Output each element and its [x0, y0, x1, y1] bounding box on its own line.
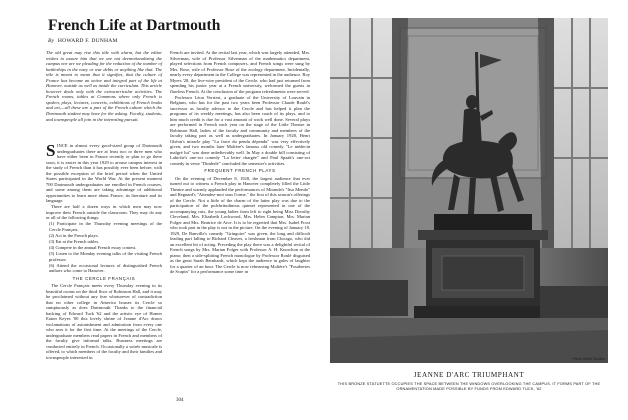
paragraph: French are invited. At the recital last year, which was largely attended, Mrs. Silverman, wife of Professor Silverman of the mathematics department, played selections from French composers, and French songs were sung by Mrs. Rose, wife of Professor Rose of the zoology department. Incidentally, nearly every department in the College was represented in the audience. Roy Myers '28, the live-wire president of the Cercle, who had just returned from spending his junior year at a French university, welcomed the guests in flawless French. At the conclusion of the program refreshments were served. [170, 50, 310, 94]
section-heading: FREQUENT FRENCH PLAYS [204, 168, 276, 174]
text-column-2 [170, 50, 310, 275]
caption-body: THIS BRONZE STATUETTE OCCUPIES THE SPACE BETWEEN THE WINDOWS OVERLOOKING THE CAMPUS. IT FORMS PART OF THE ORNAMENTATION MADE POSSIBLE BY FUNDS FROM EDWARD TUCK, '62 [337, 381, 601, 392]
paragraph: On the evening of December 8, 1928, the largest audience that ever turned out to witness a French play in Hanover completely filled the Little Theatre and warmly applauded the performances of Miranda's "Itsa Mendo" and Regnard's "Attendez-moi sous l'orme," the first of this season's offerings of the Cercle. Not a little of the charm of the latter play was due to the participation of the pulchritudinous quintet represented in one of the accompanying cuts, the young ladies from left to right being Miss Dorothy Cleveland, Mrs. Elizabeth Lockwood, Mrs. Helen Campion, Mrs. Marian Folger and Mrs. Beatrice de Arce. It is to be regretted that Mrs. Isabel Frost who took part in the play is not in the picture. On the evening of January 18, 1929, De Banville's comedy "Gringoire" was given, the long and difficult leading part falling to Richard Cleaves, a freshman from Chicago, who did an excellent bit of acting. Preceding the play there was a delightful recital of French songs by Mrs. Marian Folger with Professor A. H. Knowlton at the piano; then a side-splitting French monologue by Professor Roulé disguised as the great Sarah Bernhardt, which kept the audience in gales of laughter for a quarter of an hour. The Cercle is now rehearsing Molière's "Fourberies de Scapin" for a performance some time in [170, 175, 310, 275]
author-name: HOWARD F. DUNHAM [57, 38, 118, 44]
lead-paragraph [46, 140, 162, 204]
paragraph: Professor Léon Verriest, a graduate of the University of Louvain in Belgium, who has for the past two years been Professor Claude Roulé's successor as faculty advisor to the Cercle and has helped it plan the programs of its weekly meetings, has also been coach of its plays, and to him much credit is due for a vast amount of work well done. Several plays are performed in French each year on the stage of the Little Theatre in Robinson Hall, ladies of the faculty and community and members of the faculty taking part as well as undergraduates. In January 1928, Henri Ghéon's miracle play "La farce du pendu dépendu" was very effectively given, and two months later Molière's famous old comedy "Le médecin malgré lui" was done unbelievably well. In May a double bill consisting of Labiche's one-act comedy "La lettre chargée" and Paul Spaak's one-act comedy in verse "Dinderlé" concluded the semester's activities. [170, 94, 310, 166]
right-window [554, 18, 608, 248]
caption-title: JEANNE D'ARC TRIUMPHANT [413, 371, 525, 379]
list-item: (1) Participate in the Thursday evening meetings of the Cercle Français. [49, 221, 162, 232]
statue-photo-illustration [330, 18, 608, 363]
statue-photograph [330, 18, 608, 363]
left-window [330, 18, 392, 248]
text-column-1 [46, 140, 162, 361]
paragraph: There are half a dozen ways in which men may now improve their French outside the classroom. They may do any or all of the following things: [46, 204, 162, 221]
article-title: French Life at Dartmouth [48, 17, 221, 34]
byline-prefix: By [48, 38, 55, 44]
drop-cap: S [46, 140, 56, 160]
pedestal [414, 230, 552, 318]
byline [48, 38, 308, 44]
list-item: (2) Act in the French plays. [49, 232, 99, 238]
page-number: 304 [176, 398, 184, 403]
photo-credit: Photo White Studios [572, 357, 605, 361]
list-item: (4) Compete in the annual French essay contest. [49, 244, 137, 250]
list-item: (3) Eat at the French tables. [49, 238, 100, 244]
list-item: (5) Listen to the Monday evening talks of the visiting French professor. [49, 251, 162, 262]
lead-paragraph-text: INCE in almost every good-sized group of Dartmouth undergraduates there are at least two or three men who have either been in France recently or plan to go there soon, it is easier in this year 1929 to arouse campus interest in the study of French than it has possibly ever been before, with the possible exception of the brief period when the United States participated in the World War. At the present moment 700 Dartmouth undergraduates are enrolled in French courses, and some among them are taking advantage of additional opportunities to learn more about France, its literature and its language. [46, 143, 162, 203]
editor-note: The old great may rise this title with alarm, but the editor wishes to assure him that we are not deemotionalizing the campus nor are we pleading for the reduction of the number of battleships in the navy or war debts or anything like that. The title is meant to mean that it signifies, that the culture of France has become an active and integral part of the life at Hanover, outside as well as inside the curriculum. This article however deals only with the extracurricular activities. The French rooms, tables at Commons where only French is spoken, plays, lectures, concerts, exhibitions of French books and art,—all these are a part of the French culture which the Dartmouth student may have for the asking. Faculty, students, and townspeople all join in the interesting pursuit. [46, 50, 162, 122]
paragraph: The Cercle Français meets every Thursday evening in its beautiful rooms on the third floor of Robinson Hall, and it may be proclaimed without any fear whatsoever of contradiction that no other college in America houses its Cercle so sumptuously as does Dartmouth. Thanks to the financial backing of Edward Tuck '62 and the artistic eye of Homer Eaton Keyes '00 this lovely shrine of Jeanne d'Arc draws exclamations of astonishment and admiration from every one who sees it for the first time. At the meetings of the Cercle, undergraduate members read papers in French and members of the faculty give informal talks. Business meetings are conducted entirely in French. Occasionally a soirée musicale is offered, to which members of the faculty and their families and townspeople interested in [46, 283, 162, 360]
section-heading: THE CERCLE FRANÇAIS [72, 276, 136, 282]
list-item: (6) Attend the occasional lectures of distinguished French authors who come to Hanover. [49, 262, 162, 274]
